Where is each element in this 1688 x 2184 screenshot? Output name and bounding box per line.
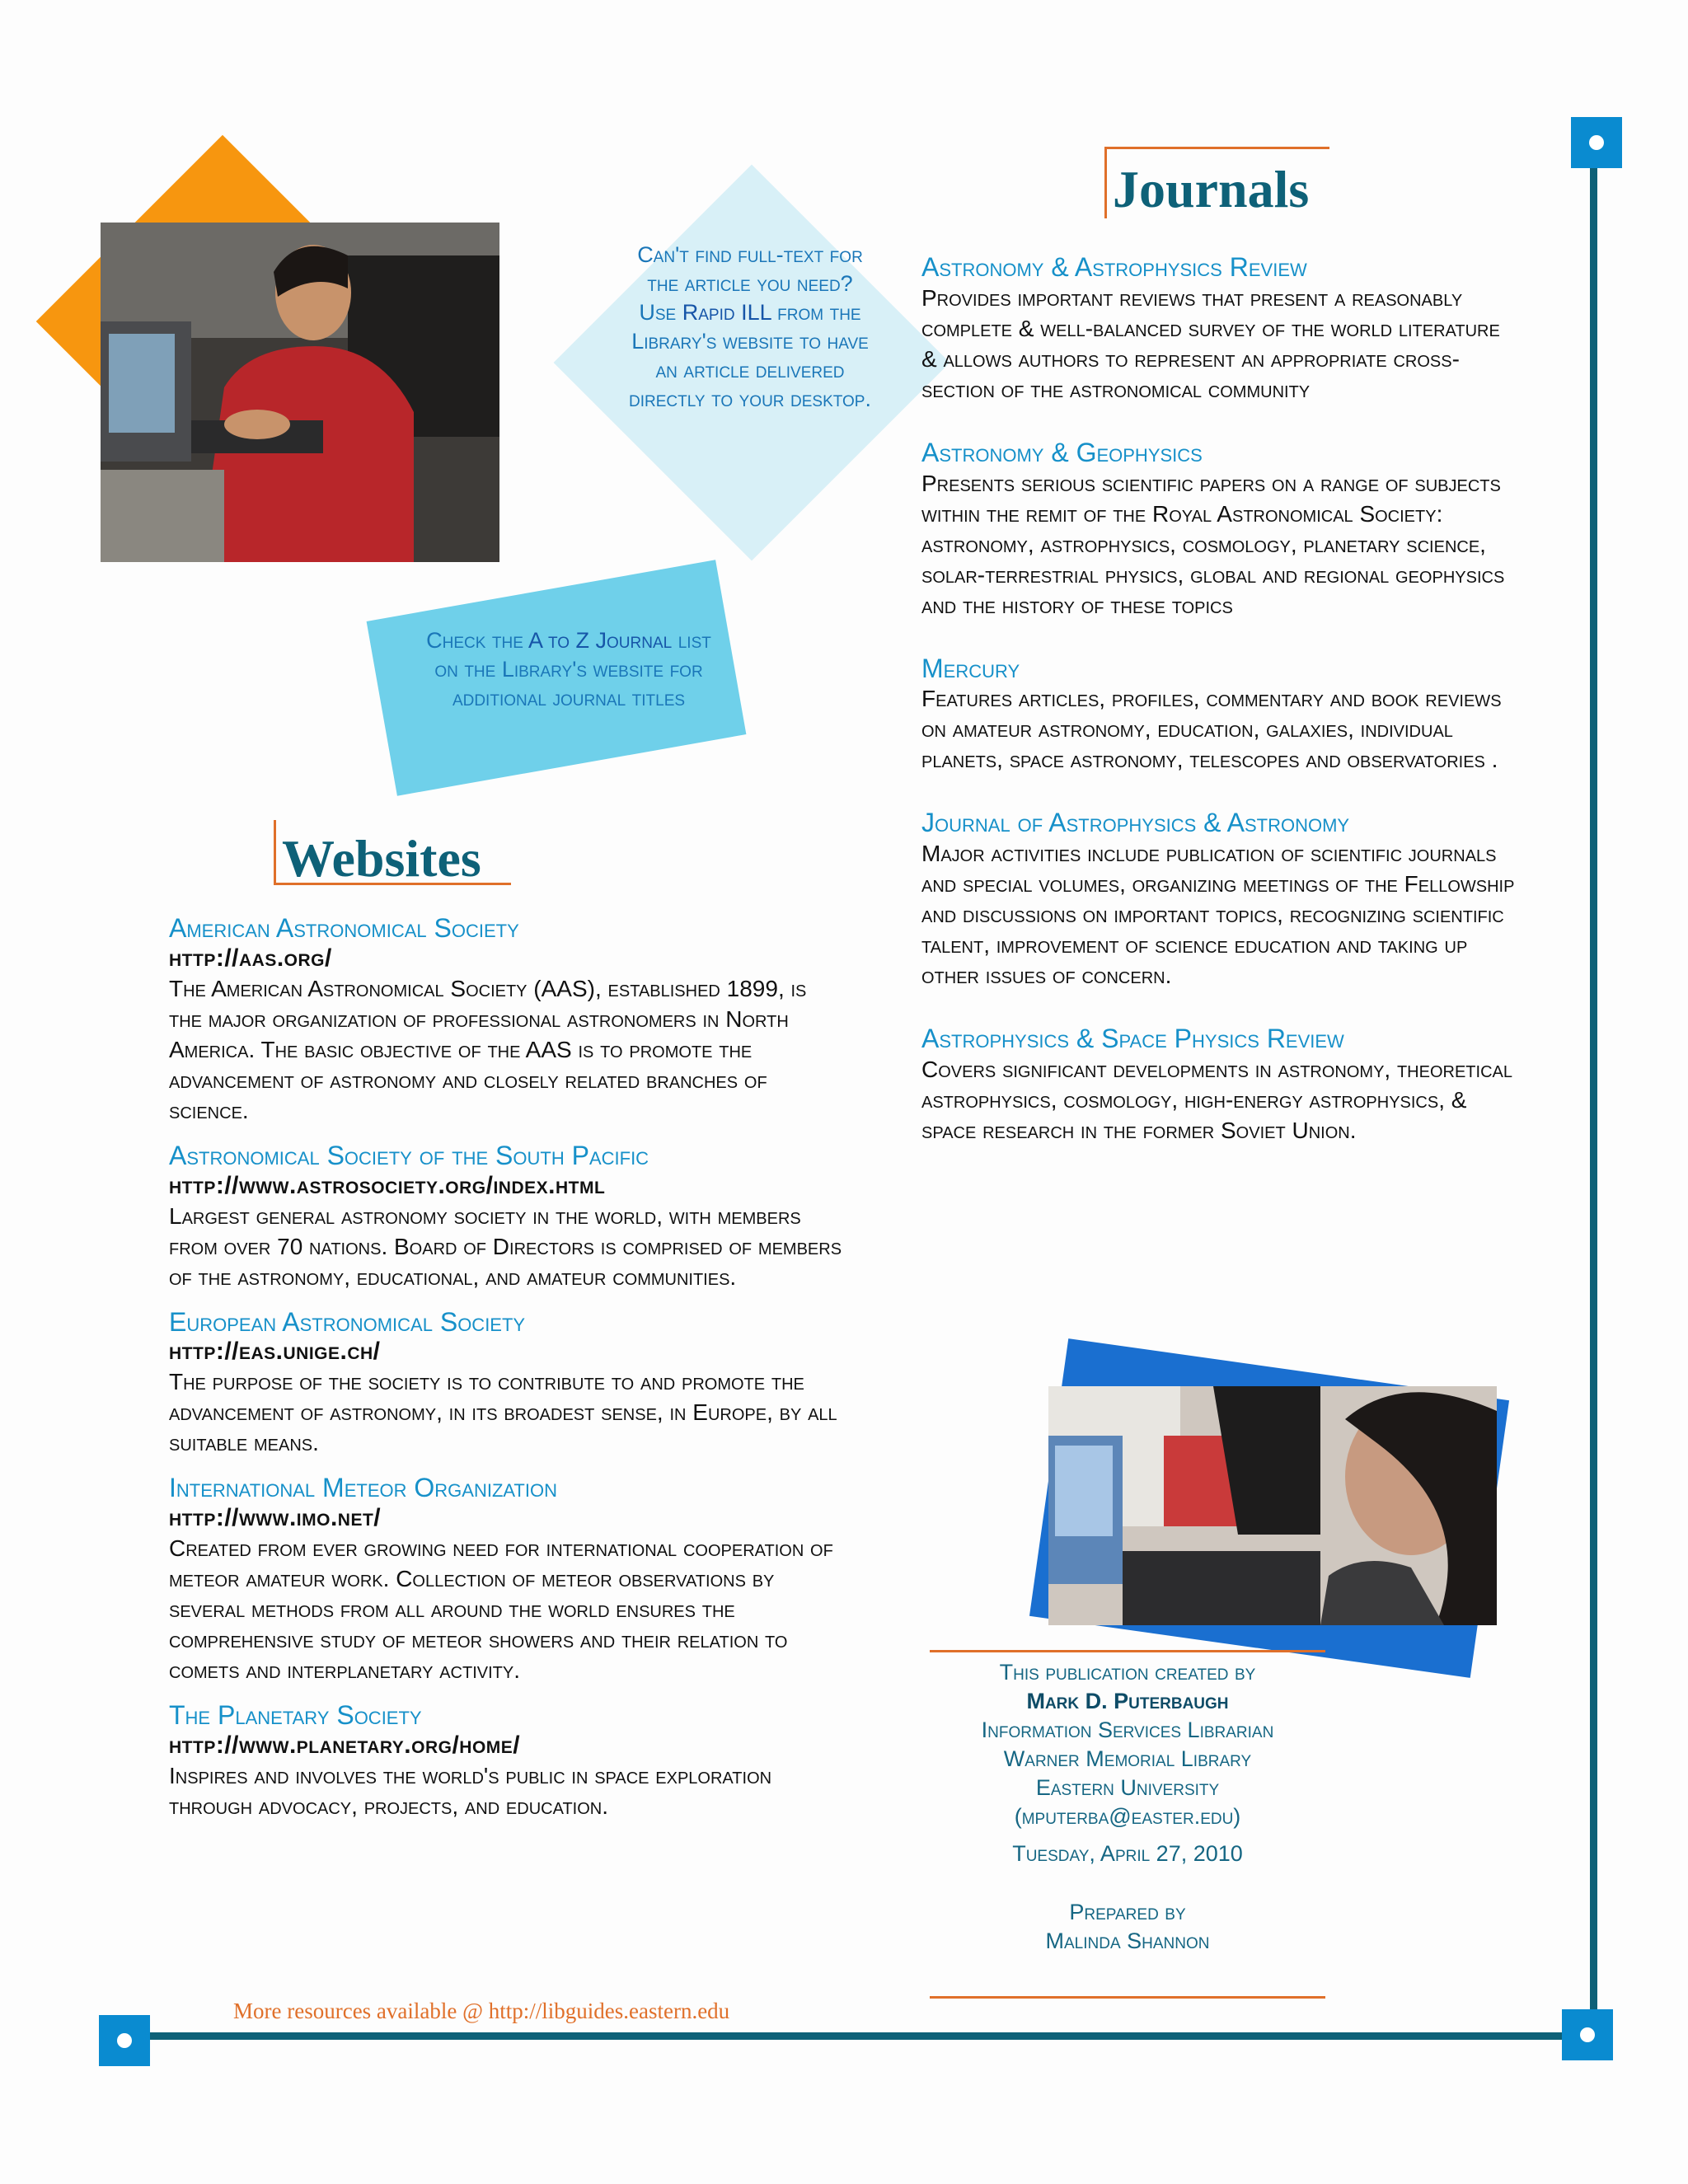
journal-item [921, 808, 1515, 991]
journal-item [921, 438, 1515, 621]
frame-bottom-line [124, 2032, 1599, 2040]
credit-author: Mark D. Puterbaugh [1026, 1689, 1229, 1713]
journal-item [921, 1024, 1515, 1146]
journal-desc: Presents serious scientific papers on a range of subjects within the remit of the Royal Astronomical Society: astronomy, astrophysics, cosmology, planetary science, solar-terrestrial physics, global and regional geophysics and the history of these topics [921, 470, 1505, 618]
website-item [169, 1700, 845, 1821]
credits-block [913, 1658, 1342, 1956]
frame-right-line [1590, 148, 1597, 2036]
credits-top-rule [930, 1650, 1325, 1652]
callout-atoz-text: Check the [426, 628, 523, 653]
website-url[interactable]: http://eas.unige.ch/ [169, 1338, 381, 1366]
journal-item [921, 654, 1515, 776]
callout-fulltext-text: Can't find full-text for the article you need? Use [637, 242, 863, 325]
website-title[interactable]: European Astronomical Society [169, 1306, 526, 1337]
journal-desc: Features articles, profiles, commentary and book reviews on amateur astronomy, education, galaxies, individual planets, space astronomy, telescopes and observatories . [921, 686, 1502, 773]
journal-desc: Provides important reviews that present a reasonably complete & well-balanced survey of the world literature & allows authors to represent an appropriate cross-section of the astronomical community [921, 284, 1500, 402]
journal-title[interactable]: Mercury [921, 653, 1020, 683]
website-title[interactable]: Astronomical Society of the South Pacific [169, 1140, 649, 1170]
website-url[interactable]: http://www.imo.net/ [169, 1504, 382, 1532]
frame-corner-bottom-right [1562, 2009, 1613, 2060]
website-title[interactable]: American Astronomical Society [169, 913, 519, 943]
websites-heading: Websites [282, 829, 481, 888]
journal-title[interactable]: Astrophysics & Space Physics Review [921, 1024, 1344, 1054]
website-desc: Largest general astronomy society in the world, with members from over 70 nations. Board of Directors is comprised of members of the astronomy, educational, and amateur communities. [169, 1202, 842, 1290]
website-item [169, 1141, 845, 1292]
credit-library: Warner Memorial Library [1003, 1746, 1252, 1771]
website-url[interactable]: http://aas.org/ [169, 944, 332, 972]
journal-title[interactable]: Astronomy & Geophysics [921, 437, 1203, 467]
journal-title[interactable]: Journal of Astrophysics & Astronomy [921, 808, 1350, 838]
website-url[interactable]: http://www.planetary.org/home/ [169, 1731, 521, 1759]
journal-title[interactable]: Astronomy & Astrophysics Review [921, 252, 1307, 282]
frame-corner-bottom-left [99, 2015, 150, 2066]
journal-desc: Covers significant developments in astronomy, theoretical astrophysics, cosmology, high-energy astrophysics, & space research in the former Soviet Union. [921, 1056, 1512, 1143]
journals-heading: Journals [1113, 160, 1310, 218]
website-desc: Inspires and involves the world's public in space exploration through advocacy, projects, and education. [169, 1762, 772, 1819]
credit-email[interactable]: (mputerba@easter.edu) [1014, 1804, 1241, 1829]
website-desc: The American Astronomical Society (AAS), established 1899, is the major organization of professional astronomers in North America. The basic objective of the AAS is to promote the advancement of astronomy and closely related branches of science. [169, 975, 807, 1123]
website-desc: Created from ever growing need for international cooperation of meteor amateur work. Collection of meteor observations by several methods from all around the world ensures the comprehensive study of meteor showers and their relation to comets and interplanetary activity. [169, 1535, 833, 1684]
frame-corner-top-right [1571, 117, 1622, 168]
journal-desc: Major activities include publication of scientific journals and special volumes, organizing meetings of the Fellowship and discussions on important topics, recognizing scientific talent, improvement of science education and taking up other issues of concern. [921, 841, 1515, 989]
rapid-ill-link[interactable]: Rapid ILL [682, 300, 771, 325]
footer-resources[interactable]: More resources available @ http://libguides.eastern.edu [233, 1999, 730, 2023]
credit-preparer: Malinda Shannon [1045, 1929, 1210, 1953]
callout-fulltext-text-2: from the Library's website to have an article delivered directly to your desktop. [629, 300, 871, 411]
website-item [169, 1307, 845, 1459]
websites-list [169, 913, 845, 1821]
website-desc: The purpose of the society is to contribute to and promote the advancement of astronomy, in its broadest sense, in Europe, by all suitable means. [169, 1369, 837, 1456]
journals-list [921, 252, 1515, 1146]
callout-fulltext [626, 241, 874, 414]
credits-bottom-rule [930, 1996, 1325, 1999]
website-title[interactable]: International Meteor Organization [169, 1473, 557, 1503]
credit-date: Tuesday, April 27, 2010 [1012, 1841, 1243, 1866]
callout-atoz [412, 626, 725, 713]
callout-atoz-text-2: list on the Library's website for additional journal titles [434, 628, 711, 710]
credit-prepared-label: Prepared by [1069, 1900, 1186, 1924]
student-computer-photo [101, 223, 499, 562]
website-title[interactable]: The Planetary Society [169, 1700, 422, 1731]
website-item [169, 913, 845, 1126]
credit-role: Information Services Librarian [981, 1718, 1274, 1742]
atoz-journal-link[interactable]: A to Z Journal [528, 628, 673, 653]
students-computer-photo [1048, 1386, 1497, 1625]
website-url[interactable]: http://www.astrosociety.org/index.html [169, 1171, 606, 1199]
website-item [169, 1473, 845, 1685]
credit-line: This publication created by [999, 1660, 1256, 1685]
journal-item [921, 252, 1515, 405]
credit-university: Eastern University [1035, 1775, 1220, 1800]
